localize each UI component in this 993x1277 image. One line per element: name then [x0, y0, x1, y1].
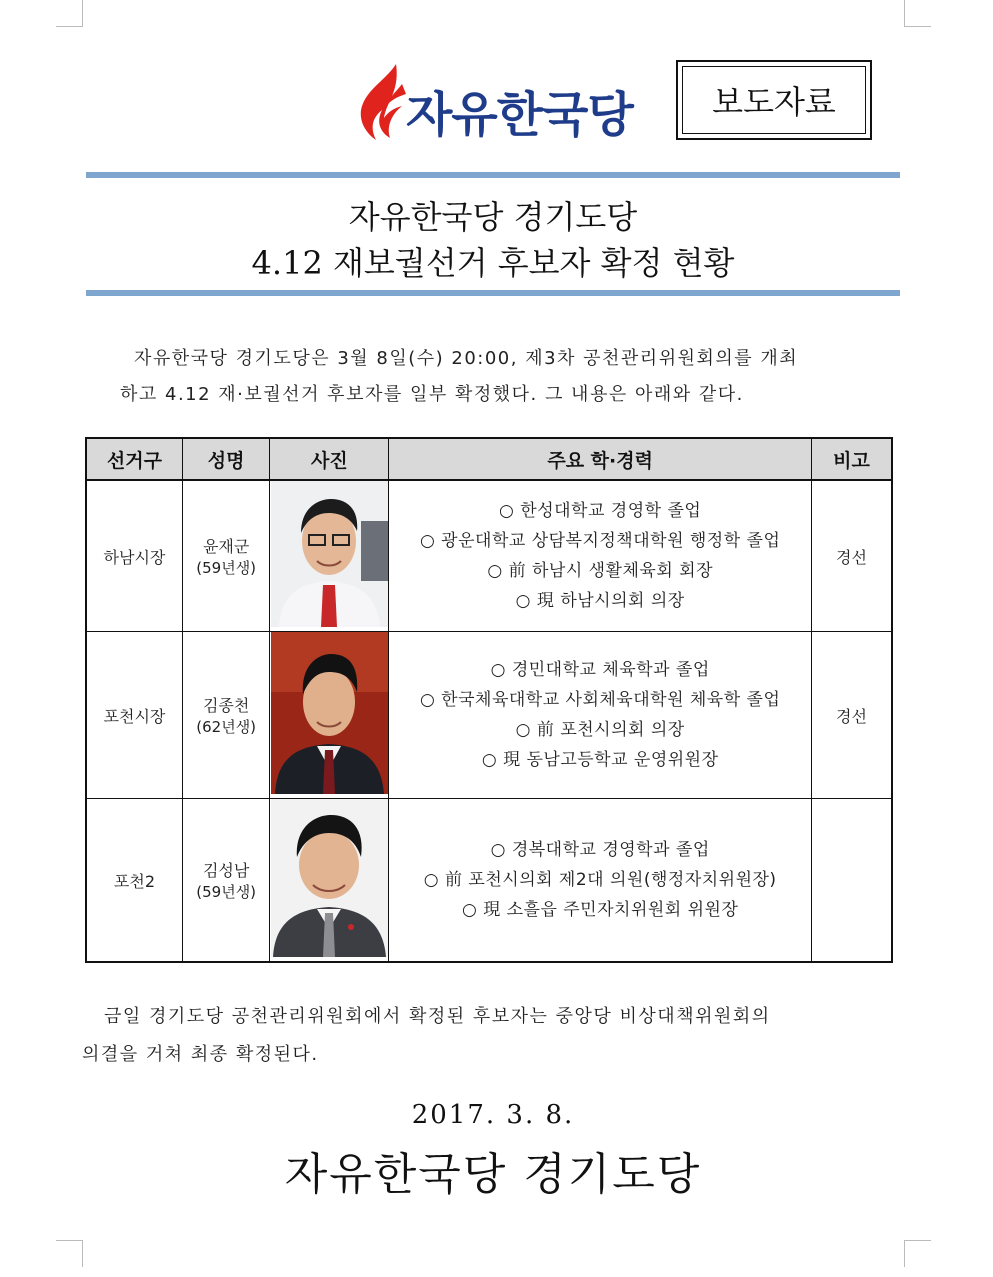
career-item: ○ 경민대학교 체육학과 졸업	[490, 660, 710, 680]
candidate-portrait-icon	[271, 481, 388, 627]
candidate-portrait-icon	[271, 799, 388, 957]
candidate-name: 윤재군	[202, 537, 250, 556]
career-item: ○ 前 포천시의회 의장	[515, 720, 685, 740]
career-item: ○ 現 동남고등학교 운영위원장	[481, 750, 719, 770]
page-corner-mark	[56, 0, 83, 27]
career-item: ○ 現 하남시의회 의장	[515, 591, 685, 611]
name-cell	[182, 632, 270, 799]
intro-paragraph-line2: 하고 4.12 재·보궐선거 후보자를 일부 확정했다. 그 내용은 아래와 같다.	[120, 384, 744, 405]
intro-paragraph-line1: 자유한국당 경기도당은 3월 8일(수) 20:00, 제3차 공천관리위원회의를 개최	[134, 348, 799, 369]
table-row	[86, 632, 892, 799]
district-cell: 포천시장	[86, 632, 182, 799]
district-cell: 포천2	[86, 799, 182, 963]
note-cell: 경선	[811, 632, 892, 799]
candidate-birth-year: (59년생)	[196, 559, 257, 577]
party-logo	[356, 62, 636, 142]
release-date: 2017. 3. 8.	[411, 1100, 575, 1130]
note-cell: 경선	[811, 480, 892, 632]
career-item: ○ 現 소흘읍 주민자치위원회 위원장	[461, 900, 739, 920]
candidate-portrait-icon	[271, 632, 388, 794]
table-row	[86, 480, 892, 632]
page-corner-mark	[56, 1240, 83, 1267]
page-corner-mark	[904, 1240, 931, 1267]
issuer-signature: 자유한국당 경기도당	[284, 1149, 702, 1200]
header-note: 비고	[811, 438, 892, 480]
career-cell	[389, 632, 812, 799]
career-item: ○ 前 포천시의회 제2대 의원(행정자치위원장)	[423, 870, 777, 890]
career-item: ○ 광운대학교 상담복지정책대학원 행정학 졸업	[419, 531, 781, 551]
header-name: 성명	[182, 438, 270, 480]
career-item: ○ 한성대학교 경영학 졸업	[499, 501, 702, 521]
candidate-birth-year: (62년생)	[196, 718, 257, 736]
closing-paragraph-line2: 의결을 거쳐 최종 확정된다.	[82, 1044, 319, 1065]
career-cell	[389, 799, 812, 963]
press-release-box	[676, 60, 872, 140]
candidate-name: 김종천	[202, 696, 250, 715]
torch-flame-icon	[356, 62, 408, 142]
career-item: ○ 한국체육대학교 사회체육대학원 체육학 졸업	[419, 690, 781, 710]
page-corner-mark	[904, 0, 931, 27]
closing-paragraph-line1: 금일 경기도당 공천관리위원회에서 확정된 후보자는 중앙당 비상대책위원회의	[104, 1006, 771, 1027]
title-rule-bottom	[86, 290, 900, 296]
candidate-name: 김성남	[202, 861, 250, 880]
document-title-line1: 자유한국당 경기도당	[348, 198, 638, 236]
candidate-table	[85, 437, 893, 963]
career-item: ○ 경복대학교 경영학과 졸업	[490, 840, 710, 860]
name-cell	[182, 799, 270, 963]
candidate-birth-year: (59년생)	[196, 883, 257, 901]
document-title-line2: 4.12 재보궐선거 후보자 확정 현황	[251, 244, 735, 282]
press-release-label: 보도자료	[682, 66, 866, 134]
career-cell	[389, 480, 812, 632]
district-cell: 하남시장	[86, 480, 182, 632]
title-rule-top	[86, 172, 900, 178]
photo-cell	[270, 480, 389, 632]
party-logo-text: 자유한국당	[406, 87, 633, 143]
career-item: ○ 前 하남시 생활체육회 회장	[487, 561, 713, 581]
name-cell	[182, 480, 270, 632]
table-row	[86, 799, 892, 963]
note-cell	[811, 799, 892, 963]
table-header-row	[86, 438, 892, 480]
header-photo: 사진	[270, 438, 389, 480]
header-career: 주요 학·경력	[389, 438, 812, 480]
photo-cell	[270, 632, 389, 799]
photo-cell	[270, 799, 389, 963]
header-district: 선거구	[86, 438, 182, 480]
